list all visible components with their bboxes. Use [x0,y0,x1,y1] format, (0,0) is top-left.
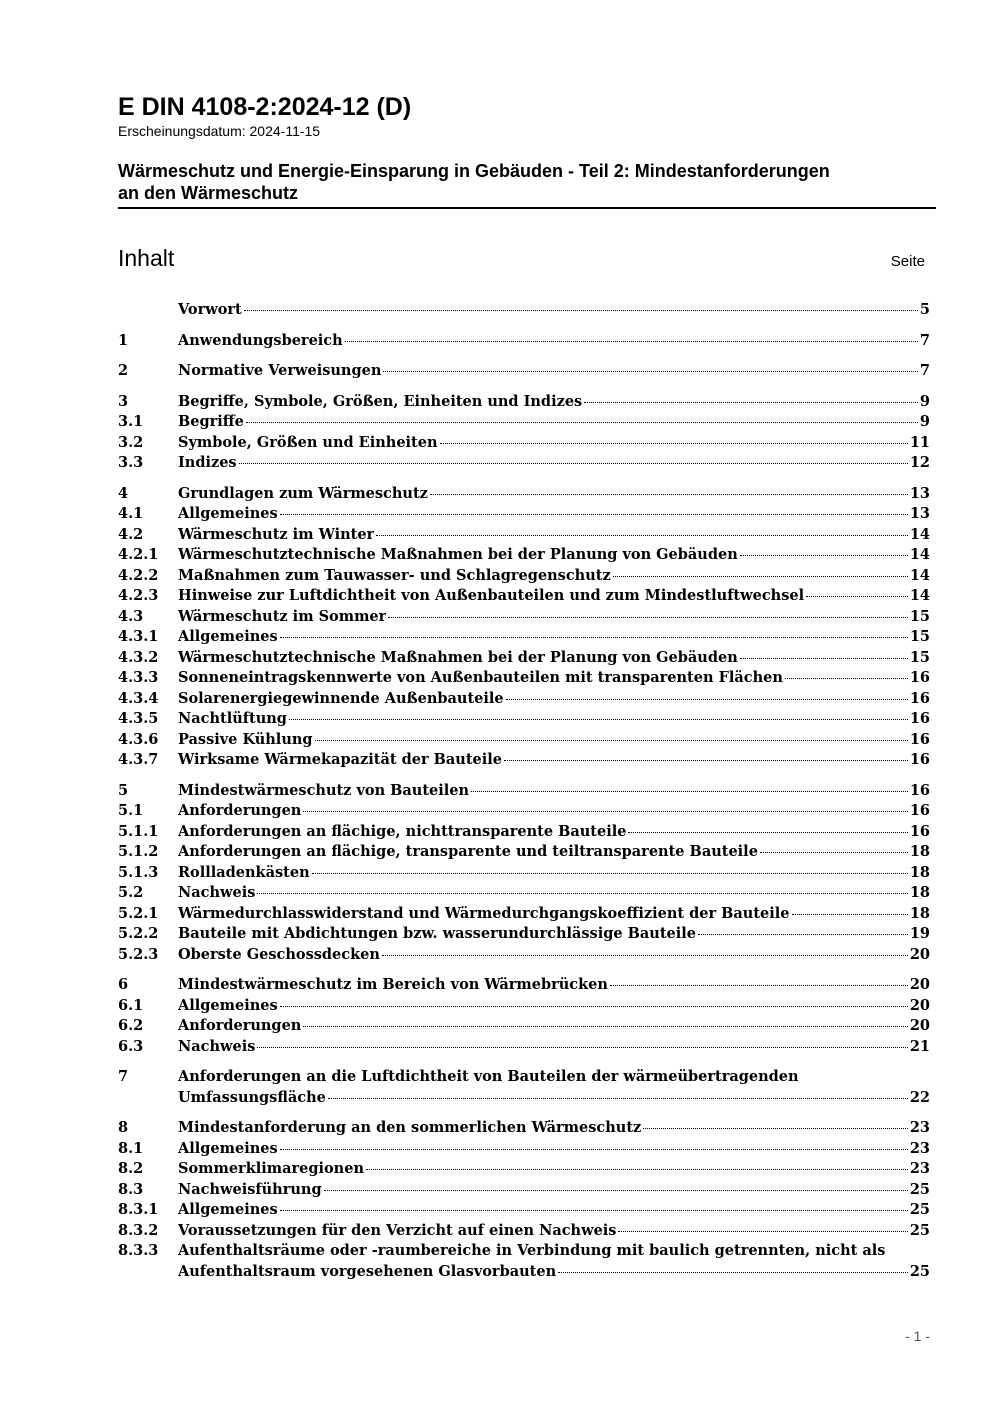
toc-entry[interactable] [118,545,930,566]
toc-entry-number: 8.1 [118,1139,144,1157]
toc-entry[interactable] [118,566,930,587]
toc-entry-title: Anforderungen an flächige, nichttransparente Bauteile [178,822,627,840]
toc-entry-title-continued: Aufenthaltsraum vorgesehenen Glasvorbauten [178,1262,557,1280]
toc-entry-page: 25 [909,1180,930,1198]
toc-entry-page: 9 [919,413,930,430]
toc-dot-leader [792,914,908,915]
toc-entry-page: 11 [909,433,930,451]
toc-entry-number: 3 [118,392,129,410]
toc-entry[interactable] [118,1037,930,1058]
table-of-contents [118,300,930,1282]
toc-entry-page: 13 [909,505,930,522]
toc-entry-page: 18 [909,863,930,881]
toc-dot-leader [280,1149,908,1150]
toc-entry-title: Nachweis [178,1037,256,1055]
toc-dot-leader [239,463,908,464]
toc-entry-page: 25 [909,1262,930,1280]
toc-dot-leader [430,494,908,495]
toc-entry[interactable] [118,627,930,648]
toc-entry-title: Allgemeines [178,505,278,522]
toc-entry-title: Wirksame Wärmekapazität der Bauteile [178,751,502,768]
toc-entry[interactable] [118,392,930,413]
toc-dot-leader [388,617,908,618]
toc-entry-number: 4.3.1 [118,628,159,645]
toc-dot-leader [366,1169,908,1170]
toc-entry-title: Maßnahmen zum Tauwasser- und Schlagregenschutz [178,566,611,584]
document-title-line-2: an den Wärmeschutz [118,183,299,203]
toc-entry-number: 6.3 [118,1037,144,1055]
toc-entry-title: Begriffe [178,413,244,430]
toc-dot-leader [289,719,908,720]
toc-entry-title: Wärmedurchlasswiderstand und Wärmedurchgangskoeffizient der Bauteile [178,904,790,922]
toc-entry-title: Nachweis [178,884,256,901]
toc-dot-leader [506,699,908,700]
toc-dot-leader [280,1006,908,1007]
toc-entry-page: 20 [909,996,930,1014]
toc-dot-leader [382,955,908,956]
toc-entry-number: 1 [118,331,129,349]
toc-entry[interactable] [118,801,930,822]
toc-entry-title: Anforderungen [178,1017,302,1034]
toc-entry-page: 18 [909,884,930,901]
toc-entry[interactable] [118,412,930,433]
toc-dot-leader [280,514,908,515]
toc-dot-leader [698,934,908,935]
toc-dot-leader [303,811,907,812]
toc-entry[interactable] [118,331,930,352]
toc-entry-page: 16 [909,669,930,686]
toc-entry[interactable] [118,1016,930,1037]
toc-entry-title: Mindestwärmeschutz von Bauteilen [178,781,470,799]
toc-entry[interactable] [118,1241,930,1282]
toc-entry-number: 3.2 [118,433,144,451]
toc-entry[interactable] [118,504,930,525]
toc-entry-page: 25 [909,1201,930,1218]
toc-entry-number: 4.2.3 [118,587,159,604]
toc-entry-page: 15 [909,628,930,645]
toc-entry[interactable] [118,904,930,925]
publication-date: Erscheinungsdatum: 2024-11-15 [118,123,321,139]
toc-entry-number: 5.1.1 [118,822,159,840]
toc-entry-page: 14 [909,546,930,563]
toc-entry-number: 4.3.2 [118,648,159,666]
toc-entry[interactable] [118,648,930,669]
toc-entry-title: Solarenergiegewinnende Außenbauteile [178,689,504,707]
toc-entry-title: Wärmeschutztechnische Maßnahmen bei der Planung von Gebäuden [178,648,738,666]
toc-entry-page: 18 [909,843,930,860]
toc-entry-number: 4.3.4 [118,689,159,707]
toc-entry[interactable] [118,689,930,710]
toc-dot-leader [246,422,918,423]
toc-dot-leader [328,1098,908,1099]
toc-entry-number: 5.2.1 [118,904,159,922]
toc-entry-title: Passive Kühlung [178,730,313,748]
toc-dot-leader [643,1128,908,1129]
toc-entry-page: 22 [909,1088,930,1106]
toc-entry-number: 8.3.2 [118,1221,159,1239]
toc-entry[interactable] [118,525,930,546]
toc-entry-page: 16 [909,751,930,768]
toc-entry-number: 4.2.1 [118,546,159,563]
toc-dot-leader [312,873,908,874]
toc-entry-title: Indizes [178,454,237,471]
toc-dot-leader [785,678,908,679]
toc-entry[interactable] [118,863,930,884]
toc-dot-leader [760,852,908,853]
toc-entry-page: 7 [919,331,930,349]
toc-entry-number: 5.1.2 [118,843,159,860]
toc-dot-leader [315,740,908,741]
toc-entry-title: Normative Verweisungen [178,362,382,379]
toc-entry[interactable] [118,781,930,802]
toc-entry-number: 4.2 [118,525,144,543]
toc-entry-title-continued: Umfassungsfläche [178,1088,326,1106]
toc-dot-leader [628,832,907,833]
toc-entry-number: 6.2 [118,1017,144,1034]
toc-entry-number: 6 [118,976,129,993]
toc-entry-title: Grundlagen zum Wärmeschutz [178,484,428,502]
toc-entry-number: 5.1 [118,802,144,819]
toc-dot-leader [440,443,908,444]
toc-entry-title: Wärmeschutztechnische Maßnahmen bei der Planung von Gebäuden [178,546,738,563]
toc-dot-leader [280,637,908,638]
toc-entry[interactable] [118,433,930,454]
toc-entry-number: 3.3 [118,454,144,471]
toc-entry-title: Oberste Geschossdecken [178,945,380,963]
toc-entry-number: 8.2 [118,1160,144,1177]
toc-dot-leader [740,658,908,659]
toc-entry-number: 4.3.3 [118,669,159,686]
toc-entry-page: 14 [909,566,930,584]
toc-entry-title: Symbole, Größen und Einheiten [178,433,438,451]
toc-entry-number: 8.3 [118,1180,144,1198]
toc-entry-page: 14 [909,587,930,604]
toc-dot-leader [324,1190,908,1191]
toc-entry-page: 16 [909,730,930,748]
toc-entry-title: Anforderungen [178,802,302,819]
toc-entry-title: Sonneneintragskennwerte von Außenbauteilen mit transparenten Flächen [178,669,783,686]
toc-entry-number: 2 [118,362,129,379]
toc-entry-title: Allgemeines [178,628,278,645]
toc-dot-leader [613,576,908,577]
toc-entry-title: Sommerklimaregionen [178,1160,364,1177]
toc-dot-leader [345,341,918,342]
toc-entry-page: 12 [909,454,930,471]
toc-entry-number: 5 [118,781,129,799]
toc-entry-page: 23 [909,1160,930,1177]
toc-entry-title: Begriffe, Symbole, Größen, Einheiten und Indizes [178,392,583,410]
toc-entry-title: Anforderungen an flächige, transparente und teiltransparente Bauteile [178,843,758,860]
toc-entry[interactable] [118,709,930,730]
toc-entry[interactable] [118,453,930,474]
document-header [118,92,936,209]
toc-heading: Inhalt [118,245,175,271]
toc-dot-leader [740,555,908,556]
toc-entry-title: Anforderungen an die Luftdichtheit von Bauteilen der wärmeübertragenden [178,1068,799,1085]
toc-entry-number: 5.2.3 [118,945,159,963]
toc-entry[interactable] [118,668,930,689]
toc-entry-page: 16 [909,710,930,727]
toc-entry-number: 5.1.3 [118,863,159,881]
toc-entry[interactable] [118,300,930,321]
toc-entry-title: Mindestanforderung an den sommerlichen Wärmeschutz [178,1119,642,1136]
toc-entry-title: Nachtlüftung [178,710,287,727]
toc-entry-page: 5 [919,301,930,318]
toc-entry-page: 19 [909,925,930,942]
toc-entry[interactable] [118,996,930,1017]
toc-entry-title: Bauteile mit Abdichtungen bzw. wasserundurchlässige Bauteile [178,925,696,942]
toc-entry-title: Wärmeschutz im Sommer [178,607,387,625]
toc-entry[interactable] [118,1159,930,1180]
toc-entry-number: 4 [118,484,129,502]
toc-entry-page: 13 [909,484,930,502]
toc-entry-number: 4.3 [118,607,144,625]
toc-entry-page: 20 [909,976,930,993]
toc-entry-page: 9 [919,392,930,410]
toc-entry-number: 3.1 [118,413,144,430]
toc-entry-title: Voraussetzungen für den Verzicht auf einen Nachweis [178,1221,617,1239]
toc-entry[interactable] [118,822,930,843]
document-title [118,160,936,209]
toc-entry-title: Wärmeschutz im Winter [178,525,375,543]
toc-entry-page: 14 [909,525,930,543]
toc-entry[interactable] [118,1118,930,1139]
toc-entry-number: 4.3.7 [118,751,159,768]
toc-entry-number: 4.1 [118,505,144,522]
toc-entry[interactable] [118,945,930,966]
toc-entry-title: Vorwort [178,301,242,318]
toc-entry-title: Hinweise zur Luftdichtheit von Außenbauteilen und zum Mindestluftwechsel [178,587,805,604]
toc-dot-leader [257,1047,907,1048]
toc-entry[interactable] [118,883,930,904]
toc-entry[interactable] [118,1200,930,1221]
document-id: E DIN 4108-2:2024-12 (D) [118,93,412,121]
toc-dot-leader [610,985,908,986]
toc-entry-title: Nachweisführung [178,1180,322,1198]
toc-entry-page: 25 [909,1221,930,1239]
toc-dot-leader [383,371,918,372]
toc-entry-number: 6.1 [118,996,144,1014]
toc-entry-page: 18 [909,904,930,922]
toc-entry[interactable] [118,1067,930,1108]
page-number: - 1 - [905,1328,930,1344]
toc-entry[interactable] [118,924,930,945]
toc-entry-title: Anwendungsbereich [178,331,343,349]
toc-entry-title: Aufenthaltsräume oder -raumbereiche in Verbindung mit baulich getrennten, nicht als [178,1242,886,1259]
toc-entry-number: 5.2 [118,884,144,901]
toc-dot-leader [471,791,908,792]
toc-entry-page: 15 [909,607,930,625]
toc-entry[interactable] [118,975,930,996]
toc-entry-page: 16 [909,822,930,840]
toc-entry[interactable] [118,607,930,628]
toc-entry[interactable] [118,1221,930,1242]
toc-entry[interactable] [118,1180,930,1201]
toc-entry-page: 16 [909,802,930,819]
toc-entry[interactable] [118,750,930,771]
toc-entry-page: 23 [909,1139,930,1157]
toc-entry-number: 8.3.1 [118,1201,159,1218]
toc-entry-page: 20 [909,1017,930,1034]
toc-entry[interactable] [118,1139,930,1160]
toc-entry-page: 7 [919,362,930,379]
toc-dot-leader [558,1272,908,1273]
toc-entry-title: Allgemeines [178,996,278,1014]
toc-entry-page: 23 [909,1119,930,1136]
toc-entry-title: Mindestwärmeschutz im Bereich von Wärmebrücken [178,976,608,993]
toc-entry-page: 16 [909,781,930,799]
toc-dot-leader [376,535,908,536]
toc-entry-title: Allgemeines [178,1201,278,1218]
toc-entry[interactable] [118,730,930,751]
toc-entry-number [118,300,178,321]
toc-dot-leader [257,893,907,894]
toc-entry[interactable] [118,586,930,607]
toc-dot-leader [280,1210,908,1211]
toc-entry-number: 8 [118,1119,129,1136]
toc-entry-title: Rollladenkästen [178,863,310,881]
toc-entry-page: 15 [909,648,930,666]
toc-dot-leader [244,310,918,311]
toc-dot-leader [303,1026,907,1027]
toc-entry-number: 8.3.3 [118,1242,159,1259]
toc-dot-leader [806,596,908,597]
toc-entry-number: 7 [118,1068,129,1085]
toc-entry-page: 16 [909,689,930,707]
toc-dot-leader [618,1231,907,1232]
toc-dot-leader [504,760,908,761]
toc-entry-number: 4.2.2 [118,566,159,584]
toc-entry-number: 4.3.5 [118,710,159,727]
toc-entry-title: Allgemeines [178,1139,278,1157]
document-title-line-1: Wärmeschutz und Energie-Einsparung in Gebäuden - Teil 2: Mindestanforderungen [118,161,830,181]
toc-dot-leader [584,402,918,403]
toc-entry-number: 5.2.2 [118,925,159,942]
toc-entry[interactable] [118,484,930,505]
toc-entry[interactable] [118,842,930,863]
toc-page-label: Seite [890,253,925,270]
toc-entry[interactable] [118,361,930,382]
toc-entry-number: 4.3.6 [118,730,159,748]
toc-entry-page: 21 [909,1037,930,1055]
toc-entry-page: 20 [909,945,930,963]
